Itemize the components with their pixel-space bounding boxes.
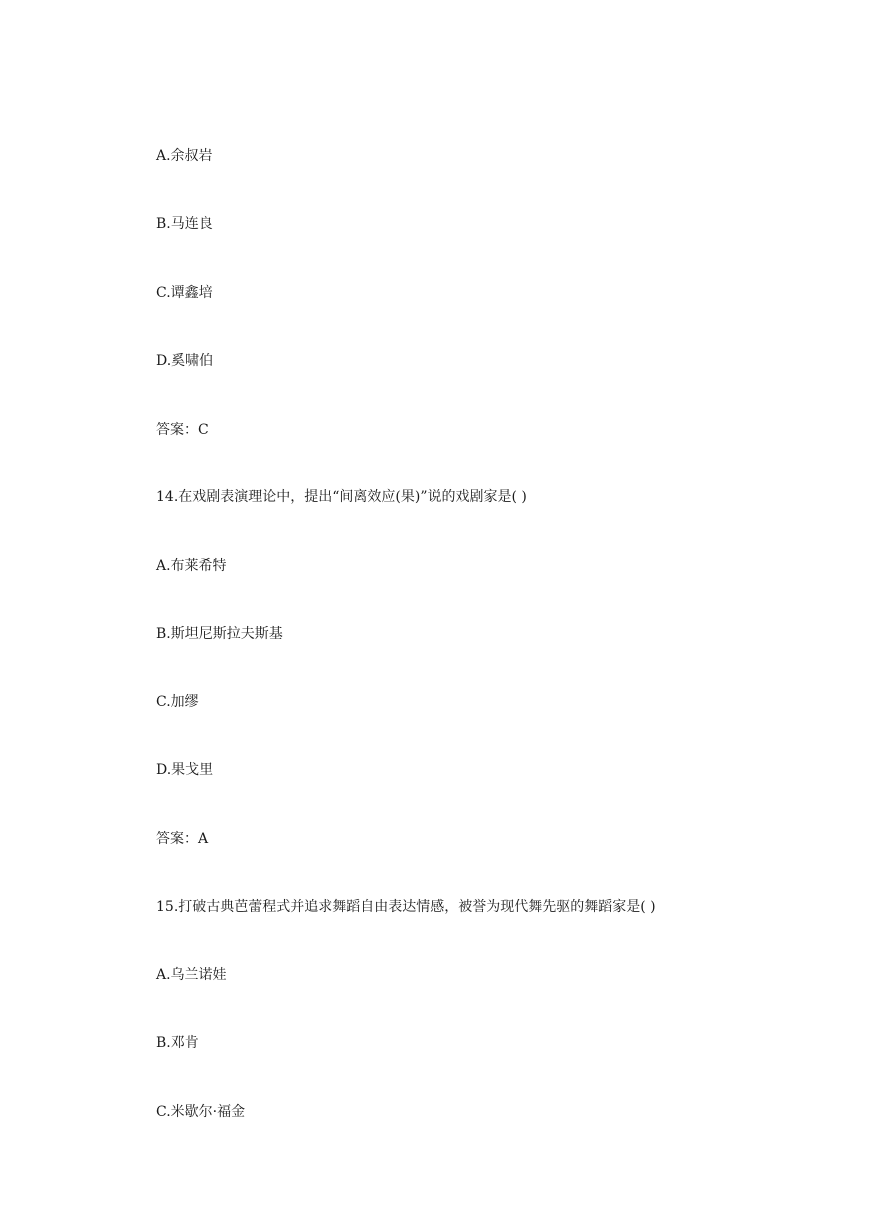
q14-answer: 答案：A [156, 831, 209, 847]
q14-question: 14.在戏剧表演理论中，提出“间离效应(果)”说的戏剧家是( ) [156, 489, 527, 505]
q15-question: 15.打破古典芭蕾程式并追求舞蹈自由表达情感，被誉为现代舞先驱的舞蹈家是( ) [156, 899, 656, 915]
q14-option-a: A.布莱希特 [156, 558, 227, 574]
q13-option-a: A.余叔岩 [156, 148, 213, 164]
q14-option-b: B.斯坦尼斯拉夫斯基 [156, 626, 283, 642]
q13-answer: 答案：C [156, 422, 209, 438]
q15-option-a: A.乌兰诺娃 [156, 967, 227, 983]
q13-option-b: B.马连良 [156, 216, 213, 232]
q14-option-c: C.加缪 [156, 694, 199, 710]
q14-option-d: D.果戈里 [156, 762, 214, 778]
q15-option-c: C.米歇尔·福金 [156, 1104, 246, 1120]
q13-option-d: D.奚啸伯 [156, 353, 214, 369]
q15-option-b: B.邓肯 [156, 1035, 199, 1051]
q13-option-c: C.谭鑫培 [156, 285, 213, 301]
